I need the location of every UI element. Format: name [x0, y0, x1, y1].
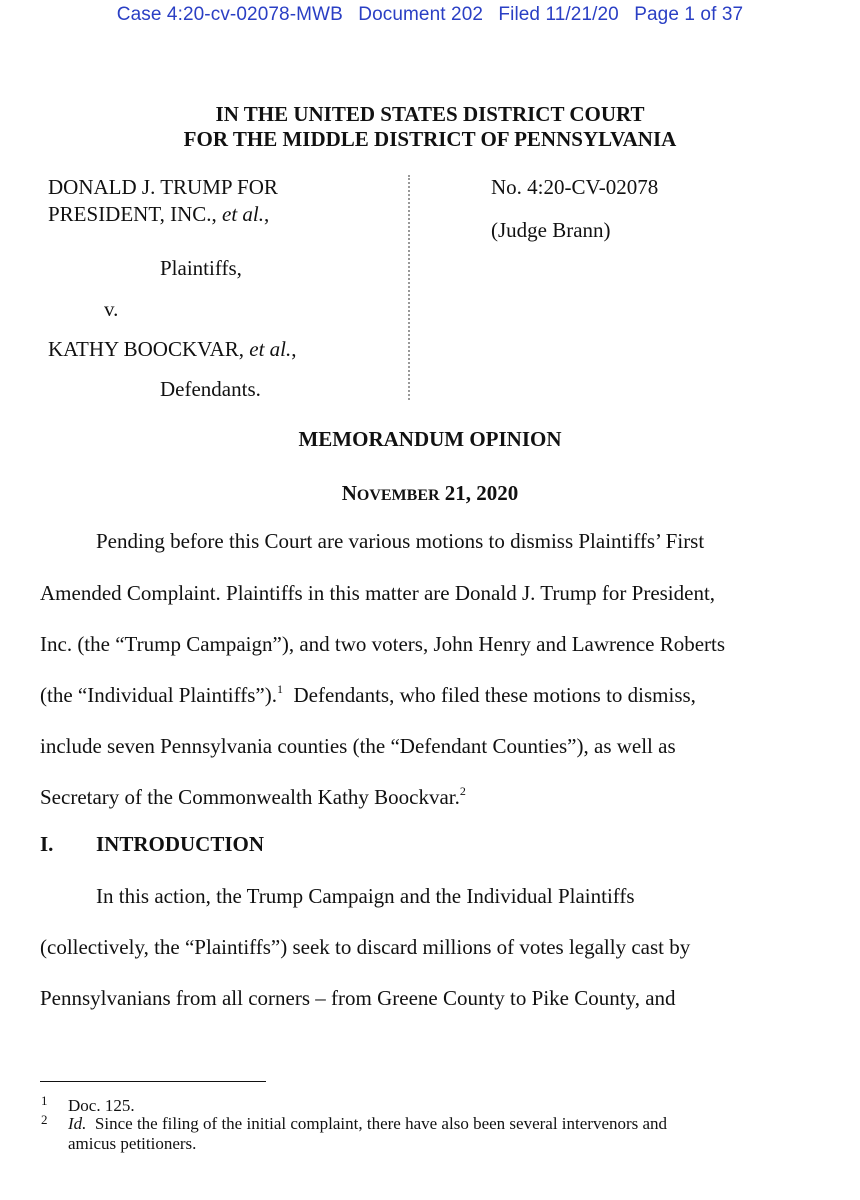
paragraph-line: Amended Complaint. Plaintiffs in this matter are Donald J. Trump for President, — [40, 581, 716, 605]
footnote-ref-2[interactable]: 2 — [459, 784, 466, 798]
paragraph-line: In this action, the Trump Campaign and the Individual Plaintiffs — [96, 884, 635, 908]
footnote-text: Id. Since the filing of the initial complaint, there have also been several intervenors and — [68, 1114, 668, 1133]
defendants-label: Defendants. — [160, 377, 261, 401]
judge-name: (Judge Brann) — [491, 218, 611, 242]
court-title-line1: IN THE UNITED STATES DISTRICT COURT — [215, 102, 645, 126]
opinion-date: NOVEMBER 21, 2020 — [341, 481, 519, 505]
caption-divider — [408, 175, 410, 400]
footnote-ref-1[interactable]: 1 — [276, 682, 283, 696]
paragraph-line: (the “Individual Plaintiffs”).$^1$ Defendants, who filed these motions to dismiss, — [40, 682, 696, 707]
footnote-text: Doc. 125. — [68, 1096, 135, 1115]
paragraph-line: Pennsylvanians from all corners – from Greene County to Pike County, and — [40, 986, 676, 1010]
paragraph-line: Inc. (the “Trump Campaign”), and two voters, John Henry and Lawrence Roberts — [40, 632, 726, 656]
plaintiffs-label: Plaintiffs, — [160, 256, 242, 280]
docket-number: No. 4:20-CV-02078 — [491, 175, 659, 199]
plaintiff-name-line2: PRESIDENT, INC., et al., — [48, 202, 270, 226]
paragraph-line: include seven Pennsylvania counties (the “Defendant Counties”), as well as — [40, 734, 676, 758]
plaintiff-name-line1: DONALD J. TRUMP FOR — [48, 175, 278, 199]
paragraph-line: Secretary of the Commonwealth Kathy Boockvar.$^2$ — [40, 784, 466, 809]
versus: v. — [104, 297, 119, 321]
footnote-number: 2 — [41, 1112, 48, 1127]
defendant-name: KATHY BOOCKVAR, et al., — [48, 337, 297, 361]
filed-date-header: Filed 11/21/20 — [498, 4, 619, 25]
case-header — [0, 4, 860, 26]
section-number: I. — [40, 832, 54, 856]
footnote-text-continued: amicus petitioners. — [68, 1134, 197, 1153]
document-title: MEMORANDUM OPINION — [298, 427, 562, 451]
page-count-header: Page 1 of 37 — [634, 4, 744, 25]
document-number-header: Document 202 — [358, 4, 484, 25]
footnote-rule — [40, 1081, 266, 1082]
court-title-line2: FOR THE MIDDLE DISTRICT OF PENNSYLVANIA — [183, 127, 677, 151]
case-number-header: Case 4:20-cv-02078-MWB — [116, 4, 343, 25]
section-heading: INTRODUCTION — [96, 832, 265, 856]
paragraph-line: (collectively, the “Plaintiffs”) seek to discard millions of votes legally cast by — [40, 935, 691, 959]
footnote-number: 1 — [41, 1093, 48, 1108]
paragraph-line: Pending before this Court are various motions to dismiss Plaintiffs’ First — [96, 529, 705, 553]
